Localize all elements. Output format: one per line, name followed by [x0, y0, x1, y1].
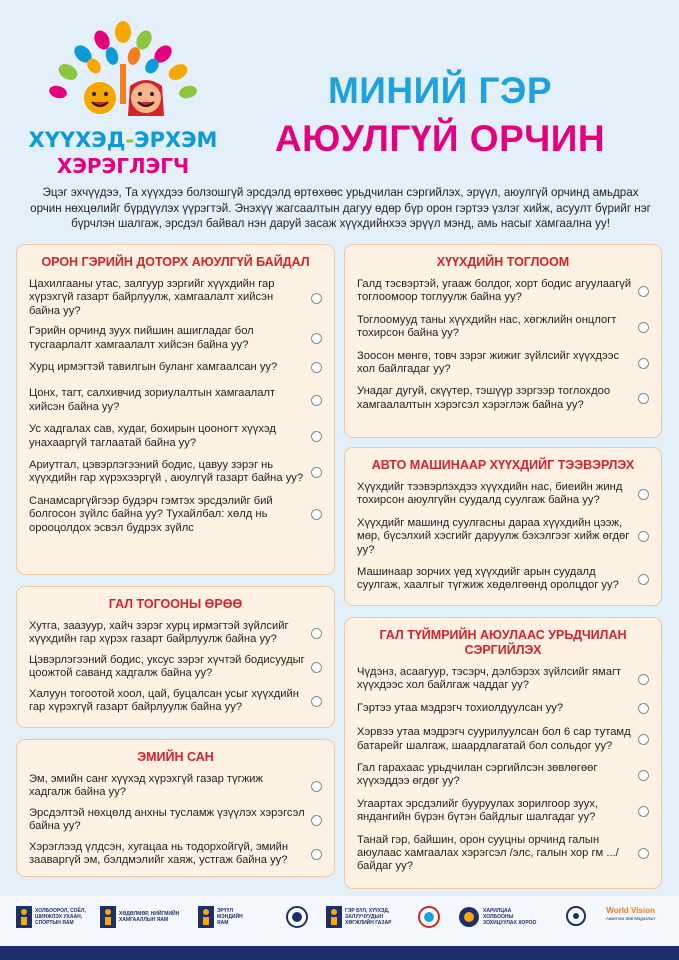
checklist-item: Гэртээ утаа мэдрэгч тохиолдуулсан уу?	[357, 702, 649, 715]
soyombo-emblem-icon	[326, 906, 342, 928]
emergency-emblem-icon	[418, 906, 440, 928]
checklist-item: Санамсаргүйгээр будэрч гэмтэх эрсдэлийг бий болгосон зүйлс байна уу? Тухайлбал: хөлд нь орооцолдох эсвэл будрэх зүйлс	[29, 495, 322, 535]
check-radio[interactable]	[638, 674, 649, 685]
section-title: ГАЛ ТОГООНЫ ӨРӨӨ	[108, 597, 243, 611]
logo-subtitle: ХЭРЭГЛЭГЧ	[56, 154, 190, 178]
checklist-item: Цэвэрлэгээний бодис, уксус зэрэг хүчтэй бодисуудыг цоожтой саванд хадгалж байна уу?	[29, 654, 322, 681]
section-title: ХҮҮХДИЙН ТОГЛООМ	[436, 255, 570, 269]
checklist-item: Унадаг дугуй, скүүтер, тэшүүр зэргээр тоглохдоо хамгаалалтын хэрэгсэл хэрэглэж байна уу?	[357, 385, 649, 412]
check-radio[interactable]	[311, 293, 322, 304]
check-radio[interactable]	[638, 806, 649, 817]
section-title: ЭМИЙН САН	[137, 750, 214, 764]
checklist-item: Хүүхдийг машинд суулгасны дараа хүүхдийн цээж, мөр, бүсэлхий хэсгийг даруулж бэхэлгээг хийж өгдөг уу?	[357, 517, 649, 557]
checklist-item: Хурц ирмэгтэй тавилгын буланг хамгаалсан уу?	[29, 361, 322, 374]
section-home	[16, 244, 335, 575]
check-radio[interactable]	[638, 703, 649, 714]
check-radio[interactable]	[311, 362, 322, 373]
checklist-item: Хэрэглээд үлдсэн, хугацаа нь тодорхойгүй, эмийн зааваргүй эм, бэлдмэлийг хаяж, устгаж байна уу?	[29, 841, 322, 868]
soyombo-emblem-icon	[198, 906, 214, 928]
ministry-health-logo: ЭРҮҮЛ МЭНДИЙН ЯАМ	[198, 906, 255, 928]
wheel-emblem-logo	[566, 906, 586, 926]
checklist-item: Хүүхдийг тээвэрлэхдээ хүүхдийн нас, биеийн жинд тохирсон аюулгүйн суудалд суулгаж байна уу?	[357, 481, 649, 508]
check-radio[interactable]	[638, 574, 649, 585]
section-kitchen	[16, 586, 335, 728]
check-radio[interactable]	[638, 734, 649, 745]
check-radio[interactable]	[311, 467, 322, 478]
emergency-emblem-logo	[418, 906, 440, 928]
police-emblem-logo	[286, 906, 308, 928]
section-toys	[344, 244, 662, 438]
checklist-item: Хэрвээ утаа мэдрэгч суурилуулсан бол 6 сар тутамд батарейг шалгаж, шаардлагатай бол сольдог уу?	[357, 726, 649, 753]
checklist-item: Танай гэр, байшин, орон сууцны орчинд галын аюулаас хамгаалах хэрэгсэл /элс, галын хор гм .../ байдаг уу?	[357, 834, 649, 874]
check-radio[interactable]	[638, 322, 649, 333]
communications-committee-logo: ХАРИЛЦАА ХОЛБООНЫ ЗОХИЦУУЛАХ ХОРОО	[458, 906, 539, 928]
check-radio[interactable]	[638, 489, 649, 500]
footer-bar	[0, 946, 679, 960]
section-fire	[344, 617, 662, 889]
check-radio[interactable]	[311, 815, 322, 826]
check-radio[interactable]	[311, 662, 322, 673]
checklist-item: Эм, эмийн санг хүүхэд хүрэхгүй газар түгжиж хадгалж байна уу?	[29, 773, 322, 800]
check-radio[interactable]	[311, 849, 322, 860]
checklist-item: Тоглоомууд таны хүүхдийн нас, хөгжлийн онцлогт тохирсон байна уу?	[357, 314, 649, 341]
check-radio[interactable]	[638, 531, 649, 542]
section-title: АВТО МАШИНААР ХҮҮХДИЙГ ТЭЭВЭРЛЭХ	[371, 458, 635, 472]
checklist-item: Ус хадгалах сав, худаг, бохирын цооногт хүүхэд унахааргүй таглаатай байна уу?	[29, 423, 322, 450]
family-agency-logo: ГЭР БҮЛ, ХҮҮХЭД, ЗАЛУУЧУУДЫН ХӨГЖЛИЙН ГАЗАР	[326, 906, 403, 928]
check-radio[interactable]	[311, 333, 322, 344]
check-radio[interactable]	[311, 628, 322, 639]
checklist-item: Гэрийн орчинд зуух пийшин ашигладаг бол тусгаарлалт хамгаалалт хийсэн байна уу?	[29, 325, 322, 352]
check-radio[interactable]	[638, 393, 649, 404]
checklist-item: Угаартах эрсдэлийг бууруулах зорилгоор зуух, яндангийн бүрэн бүтэн байдлыг шалгадаг уу?	[357, 798, 649, 825]
wheel-emblem-icon	[566, 906, 586, 926]
partner-logos-footer	[0, 896, 679, 946]
page-title-line1: МИНИЙ ГЭР	[327, 70, 553, 111]
soyombo-emblem-icon	[100, 906, 116, 928]
police-emblem-icon	[286, 906, 308, 928]
section-medicine	[16, 739, 335, 877]
soyombo-emblem-icon	[16, 906, 32, 928]
checklist-item: Цахилгааны утас, залгуур зэргийг хүүхдийн гар хүрэхгүй газарт байрлуулж, хамгаалалт хийсэн байна уу?	[29, 278, 322, 318]
checklist-item: Чүдэнз, асаагуур, тэсэрч, дэлбэрэх зүйлсийг ямагт хүүхдээс хол байлгаж чаддаг уу?	[357, 666, 649, 693]
check-radio[interactable]	[638, 286, 649, 297]
check-radio[interactable]	[311, 431, 322, 442]
page-title-line2: АЮУЛГҮЙ ОРЧИН	[274, 118, 606, 159]
check-radio[interactable]	[311, 696, 322, 707]
checklist-item: Галд тэсвэртэй, угааж болдог, хорт бодис агуулаагүй тоглоомоор тоглуулж байна уу?	[357, 278, 649, 305]
check-radio[interactable]	[638, 358, 649, 369]
ministry-culture-logo: ХОЛБООРОЛ, СОЁЛ, ШИНЖЛЭХ УХААН, СПОРТЫН ЯАМ	[16, 906, 87, 928]
checklist-item: Машинаар зорчих үед хүүхдийг арын суудалд суулгаж, хаалгыг түгжиж хөдөлгөөнд оролцдог уу?	[357, 566, 649, 593]
check-radio[interactable]	[311, 781, 322, 792]
check-radio[interactable]	[311, 509, 322, 520]
logo-title: ХҮҮХЭД-ЭРХЭМ	[28, 128, 218, 152]
checklist-item: Гал гарахаас урьдчилан сэргийлсэн зөвлөгөөг хүүхэддээ өгдөг уу?	[357, 762, 649, 789]
checklist-item: Ариутгал, цэвэрлэгээний бодис, цавуу зэрэг нь хүүхдийн гар хүрэхээргүй , аюулгүй газарт байна уу?	[29, 459, 322, 486]
checklist-item: Халуун тогоотой хоол, цай, буцалсан усыг хүүхдийн гар хүрэхгүй газарт байрлуулж байна уу?	[29, 688, 322, 715]
checklist-item: Хутга, заазуур, хайч зэрэг хурц ирмэгтэй зүйлсийг хүүхдийн гар хүрэх газарт байрлуулж байна уу?	[29, 620, 322, 647]
check-radio[interactable]	[638, 770, 649, 781]
child-consumer-logo	[28, 20, 218, 180]
checklist-item: Зоосон мөнгө, товч зэрэг жижиг зүйлсийг хүүхдээс хол байлгадаг уу?	[357, 350, 649, 377]
communications-emblem-icon	[458, 906, 480, 928]
section-title: ГАЛ ТҮЙМРИЙН АЮУЛААС УРЬДЧИЛАН СЭРГИЙЛЭХ	[379, 628, 627, 657]
check-radio[interactable]	[311, 395, 322, 406]
section-title: ОРОН ГЭРИЙН ДОТОРХ АЮУЛГҮЙ БАЙДАЛ	[41, 255, 310, 269]
intro-paragraph: Эцэг эхчүүдээ, Та хүүхдээ болзошгүй эрсдэлд өртөхөөс урьдчилан сэргийлэх, эрүүл, аюулгүй орчинд амьдрах орчин нөхцөлийг бүрдүүлэх үүрэгтэй. Энэхүү жагсаалтын дагуу өдөр бүр орон гэртээ үзлэг хийж, асуулт бүрийг нэг бүрчлэн шалгаж, эрсдэл байвал нэн даруй засаж хүүхдийнхээ эрүүл мэнд, амь насыг хамгаална уу!	[30, 186, 651, 230]
check-radio[interactable]	[638, 848, 649, 859]
section-car	[344, 447, 662, 606]
world-vision-logo: World Vision Ажилтан Зөв Мэдээлэл	[606, 906, 655, 921]
tree-leaves-icon	[28, 20, 218, 130]
checklist-item: Цонх, тагт, салхивчид зориулалтын хамгаалалт хийсэн байна уу?	[29, 387, 322, 414]
checklist-item: Эрсдэлтэй нөхцөлд анхны тусламж үзүүлэх хэрэгсэл байна уу?	[29, 807, 322, 834]
ministry-labor-logo: ХӨДӨЛМӨР, НИЙГМИЙН ХАМГААЛЛЫН ЯАМ	[100, 906, 183, 928]
